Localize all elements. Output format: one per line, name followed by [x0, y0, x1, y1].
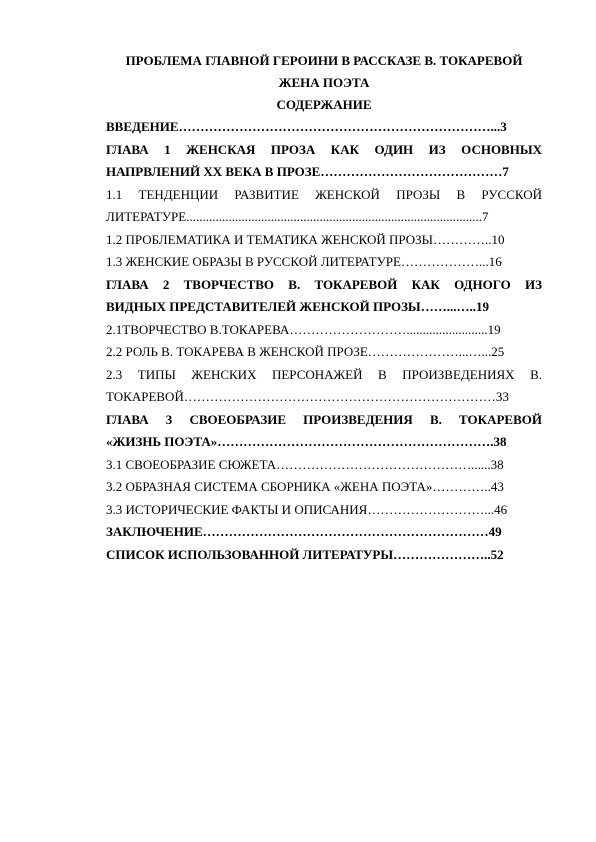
toc-entry: [106, 499, 542, 522]
toc-entry: [106, 476, 542, 499]
table-of-contents: [106, 116, 542, 566]
toc-entry: [106, 454, 542, 477]
toc-entry-line: «ЖИЗНЬ ПОЭТА»……………………………………………………….38: [106, 434, 507, 449]
toc-entry-line: ВИДНЫХ ПРЕДСТАВИТЕЛЕЙ ЖЕНСКОЙ ПРОЗЫ……...…..19: [106, 299, 489, 314]
toc-entry: [106, 521, 542, 544]
toc-entry: [106, 274, 542, 319]
toc-entry-line: 1.1 ТЕНДЕНЦИИ РАЗВИТИЕ ЖЕНСКОЙ ПРОЗЫ В РУССКОЙ: [106, 186, 542, 202]
toc-entry-line: 1.2 ПРОБЛЕМАТИКА И ТЕМАТИКА ЖЕНСКОЙ ПРОЗЫ…………..10: [106, 231, 505, 247]
toc-entry-line: ГЛАВА 2 ТВОРЧЕСТВО В. ТОКАРЕВОЙ КАК ОДНОГО ИЗ: [106, 276, 542, 292]
toc-entry: [106, 319, 542, 342]
toc-entry-line: ГЛАВА 3 СВОЕОБРАЗИЕ ПРОИЗВЕДЕНИЯ В. ТОКАРЕВОЙ: [106, 411, 542, 427]
toc-entry-line: ЗАКЛЮЧЕНИЕ…………………………………………………………49: [106, 524, 502, 539]
contents-heading: СОДЕРЖАНИЕ: [276, 97, 372, 112]
toc-entry-line: ГЛАВА 1 ЖЕНСКАЯ ПРОЗА КАК ОДИН ИЗ ОСНОВНЫХ: [106, 141, 542, 157]
toc-entry-line: 3.2 ОБРАЗНАЯ СИСТЕМА СБОРНИКА «ЖЕНА ПОЭТА»…………..43: [106, 479, 504, 494]
document-content: [106, 50, 542, 566]
toc-entry: [106, 116, 542, 139]
toc-entry-line: 3.1 СВОЕОБРАЗИЕ СЮЖЕТА………………………………………......38: [106, 456, 504, 472]
toc-entry-line: 2.2 РОЛЬ В. ТОКАРЕВА В ЖЕНСКОЙ ПРОЗЕ…………………...…...25: [106, 344, 505, 359]
toc-entry-line: 2.3 ТИПЫ ЖЕНСКИХ ПЕРСОНАЖЕЙ В ПРОИЗВЕДЕНИЯХ В.: [106, 366, 542, 382]
toc-entry-line: СПИСОК ИСПОЛЬЗОВАННОЙ ЛИТЕРАТУРЫ…………………..52: [106, 546, 504, 562]
toc-entry-line: 3.3 ИСТОРИЧЕСКИЕ ФАКТЫ И ОПИСАНИЯ………………………...46: [106, 501, 508, 517]
document-subtitle: ЖЕНА ПОЭТА: [278, 75, 370, 90]
toc-entry: [106, 544, 542, 567]
document-title: ПРОБЛЕМА ГЛАВНОЙ ГЕРОИНИ В РАССКАЗЕ В. ТОКАРЕВОЙ: [125, 53, 523, 68]
toc-entry-line: 2.1ТВОРЧЕСТВО В.ТОКАРЕВА……………………….........................19: [106, 321, 501, 337]
toc-entry: [106, 139, 542, 184]
toc-entry-line: ТОКАРЕВОЙ………………………………………………………………33: [106, 389, 509, 404]
toc-entry: [106, 184, 542, 229]
toc-entry: [106, 229, 542, 252]
toc-entry: [106, 251, 542, 274]
toc-entry-line: ВВЕДЕНИЕ………………………………………………………………...3: [106, 119, 507, 134]
toc-entry-line: 1.3 ЖЕНСКИЕ ОБРАЗЫ В РУССКОЙ ЛИТЕРАТУРЕ………………...16: [106, 254, 502, 269]
toc-entry: [106, 364, 542, 409]
toc-entry: [106, 341, 542, 364]
toc-entry: [106, 409, 542, 454]
toc-entry-line: ЛИТЕРАТУРЕ...........................................................................................7: [106, 209, 489, 224]
toc-entry-line: НАПРВЛЕНИЙ XX ВЕКА В ПРОЗЕ……………………………………7: [106, 164, 509, 179]
